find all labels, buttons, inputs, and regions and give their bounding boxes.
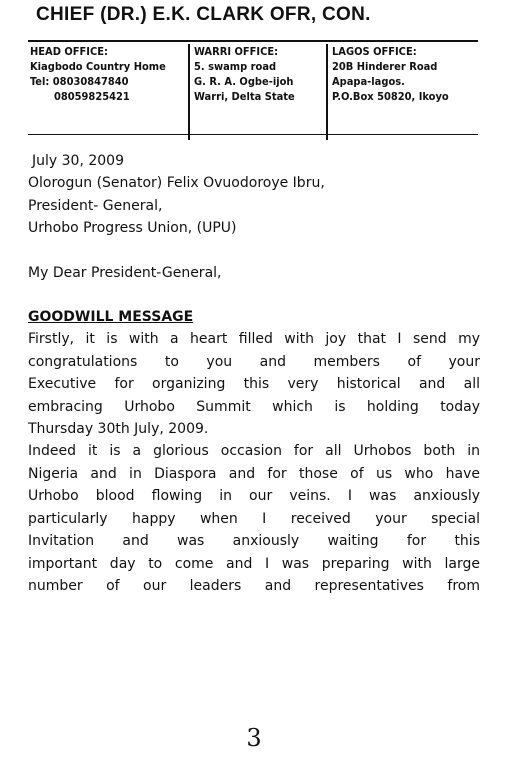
paragraph-line: Invitation and was anxiously waiting for this: [28, 533, 480, 550]
paragraph-line: Urhobo blood flowing in our veins. I was anxiously: [28, 488, 480, 505]
letter-body: [28, 150, 480, 597]
paragraph-line: Firstly, it is with a heart filled with joy that I send my: [28, 331, 480, 348]
paragraph-line: important day to come and I was preparing with large: [28, 555, 480, 572]
top-rule: [28, 40, 478, 42]
office-addresses: [28, 44, 478, 140]
goodwill-heading: GOODWILL MESSAGE: [28, 309, 194, 326]
recipient-line: Olorogun (Senator) Felix Ovuodoroye Ibru,: [28, 175, 325, 192]
warri-office-title: WARRI OFFICE:: [194, 45, 279, 58]
warri-office-line: G. R. A. Ogbe-ijoh: [194, 75, 294, 88]
lagos-office-title: LAGOS OFFICE:: [332, 45, 417, 58]
paragraph-line: Nigeria and in Diaspora and for those of us who have: [28, 465, 480, 482]
paragraph-line: congratulations to you and members of your: [28, 353, 480, 370]
head-office: [28, 44, 188, 140]
lagos-office-line: Apapa-lagos.: [332, 75, 405, 88]
head-office-line: 08059825421: [54, 90, 130, 103]
warri-office-line: 5. swamp road: [194, 60, 277, 73]
paragraph-line: Indeed it is a glorious occasion for all Urhobos both in: [28, 443, 480, 460]
warri-office: [188, 44, 326, 140]
recipient-line: Urhobo Progress Union, (UPU): [28, 220, 237, 237]
head-office-line: Tel: 08030847840: [30, 75, 129, 88]
paragraph-line: Thursday 30th July, 2009.: [28, 421, 209, 438]
bottom-rule: [28, 134, 478, 135]
head-office-title: HEAD OFFICE:: [30, 45, 108, 58]
page-number: 3: [246, 724, 262, 752]
letter-date: July 30, 2009: [32, 153, 124, 169]
lagos-office: [326, 44, 478, 140]
paragraph-line: number of our leaders and representatives from: [28, 577, 480, 594]
paragraph-line: particularly happy when I received your special: [28, 510, 480, 527]
letterhead-name: CHIEF (DR.) E.K. CLARK OFR, CON.: [36, 4, 371, 25]
head-office-line: Kiagbodo Country Home: [30, 60, 166, 73]
lagos-office-line: 20B Hinderer Road: [332, 60, 438, 73]
recipient-line: President- General,: [28, 197, 163, 214]
warri-office-line: Warri, Delta State: [194, 90, 295, 103]
salutation: My Dear President-General,: [28, 264, 222, 281]
paragraph-line: embracing Urhobo Summit which is holding today: [28, 398, 480, 415]
lagos-office-line: P.O.Box 50820, Ikoyo: [332, 90, 449, 103]
paragraph-line: Executive for organizing this very historical and all: [28, 376, 480, 393]
